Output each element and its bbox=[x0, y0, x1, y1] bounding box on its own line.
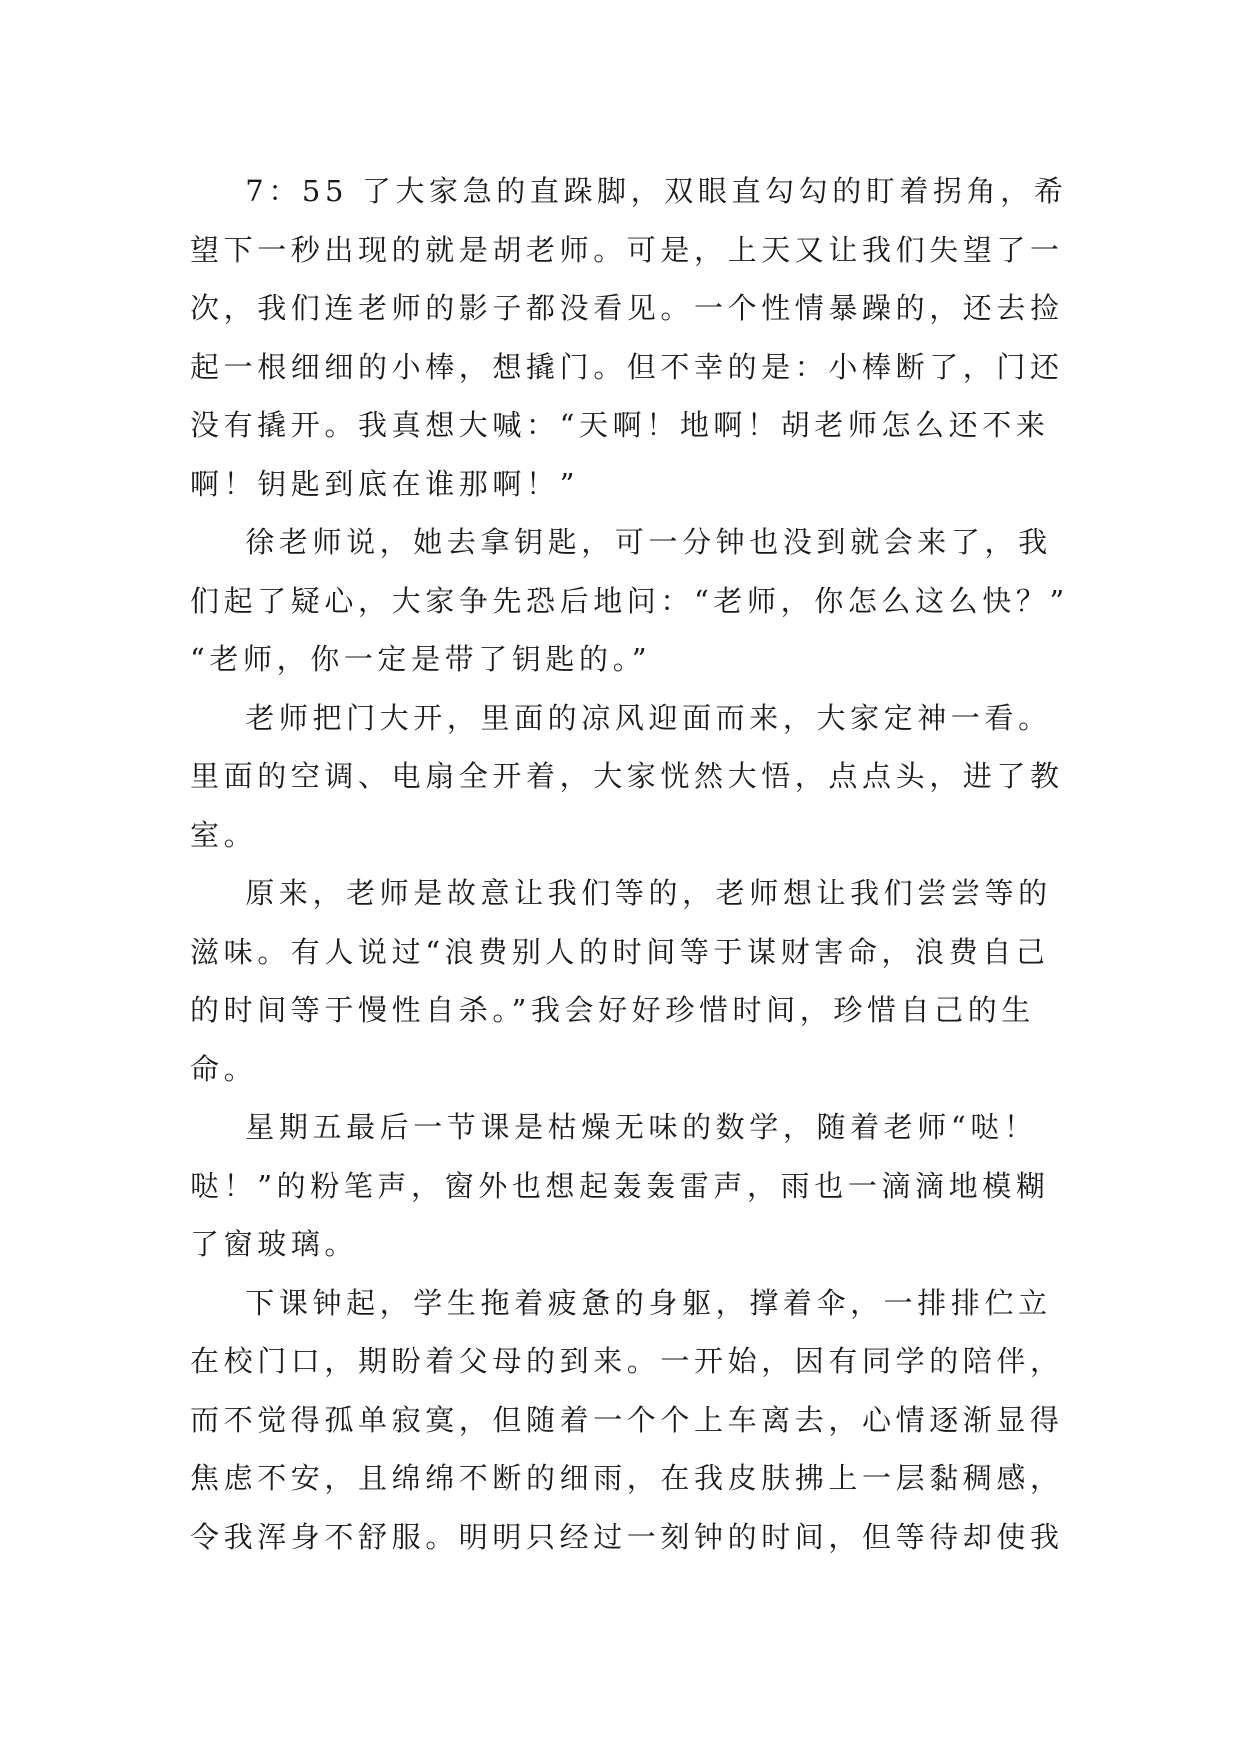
text-line: 了窗玻璃。 bbox=[190, 1227, 359, 1261]
text-line: 星期五最后一节课是枯燥无味的数学，随着老师“哒！ bbox=[190, 1110, 1038, 1144]
text-line: 室。 bbox=[190, 817, 258, 852]
text-line: “老师，你一定是带了钥匙的。” bbox=[190, 642, 652, 676]
text-line: 啊！钥匙到底在谁那啊！” bbox=[190, 466, 580, 501]
text-line: 令我浑身不舒服。明明只经过一刻钟的时间，但等待却使我 bbox=[190, 1519, 1064, 1554]
text-line: 起一根细细的小棒，想撬门。但不幸的是：小棒断了，门还 bbox=[190, 349, 1064, 384]
text-line: 哒！”的粉笔声，窗外也想起轰轰雷声，雨也一滴滴地模糊 bbox=[190, 1168, 1050, 1203]
text-line: 没有撬开。我真想大喊：“天啊！地啊！胡老师怎么还不来 bbox=[190, 408, 1050, 442]
text-line: 望下一秒出现的就是胡老师。可是，上天又让我们失望了一 bbox=[190, 232, 1064, 267]
text-line: 徐老师说，她去拿钥匙，可一分钟也没到就会来了，我 bbox=[190, 525, 1052, 559]
body-text bbox=[190, 162, 1090, 1566]
text-line: 7：55 了大家急的直跺脚，双眼直勾勾的盯着拐角，希 bbox=[190, 174, 1068, 208]
text-line: 次，我们连老师的影子都没看见。一个性情暴躁的，还去捡 bbox=[190, 291, 1064, 325]
text-line: 的时间等于慢性自杀。”我会好好珍惜时间，珍惜自己的生 bbox=[190, 993, 1035, 1027]
text-line: 里面的空调、电扇全开着，大家恍然大悟，点点头，进了教 bbox=[190, 759, 1064, 793]
text-line: 而不觉得孤单寂寞，但随着一个个上车离去，心情逐渐显得 bbox=[190, 1402, 1064, 1437]
text-line: 命。 bbox=[190, 1051, 258, 1086]
text-line: 老师把门大开，里面的凉风迎面而来，大家定神一看。 bbox=[190, 700, 1052, 735]
text-line: 焦虑不安，且绵绵不断的细雨，在我皮肤拂上一层黏稠感， bbox=[190, 1461, 1064, 1495]
text-line: 们起了疑心，大家争先恐后地问：“老师，你怎么这么快？” bbox=[190, 583, 1069, 618]
text-line: 滋味。有人说过“浪费别人的时间等于谋财害命，浪费自己 bbox=[190, 934, 1050, 969]
text-line: 在校门口，期盼着父母的到来。一开始，因有同学的陪伴， bbox=[190, 1344, 1064, 1378]
text-line: 原来，老师是故意让我们等的，老师想让我们尝尝等的 bbox=[190, 876, 1052, 910]
text-line: 下课钟起，学生拖着疲惫的身躯，撑着伞，一排排伫立 bbox=[190, 1285, 1052, 1320]
